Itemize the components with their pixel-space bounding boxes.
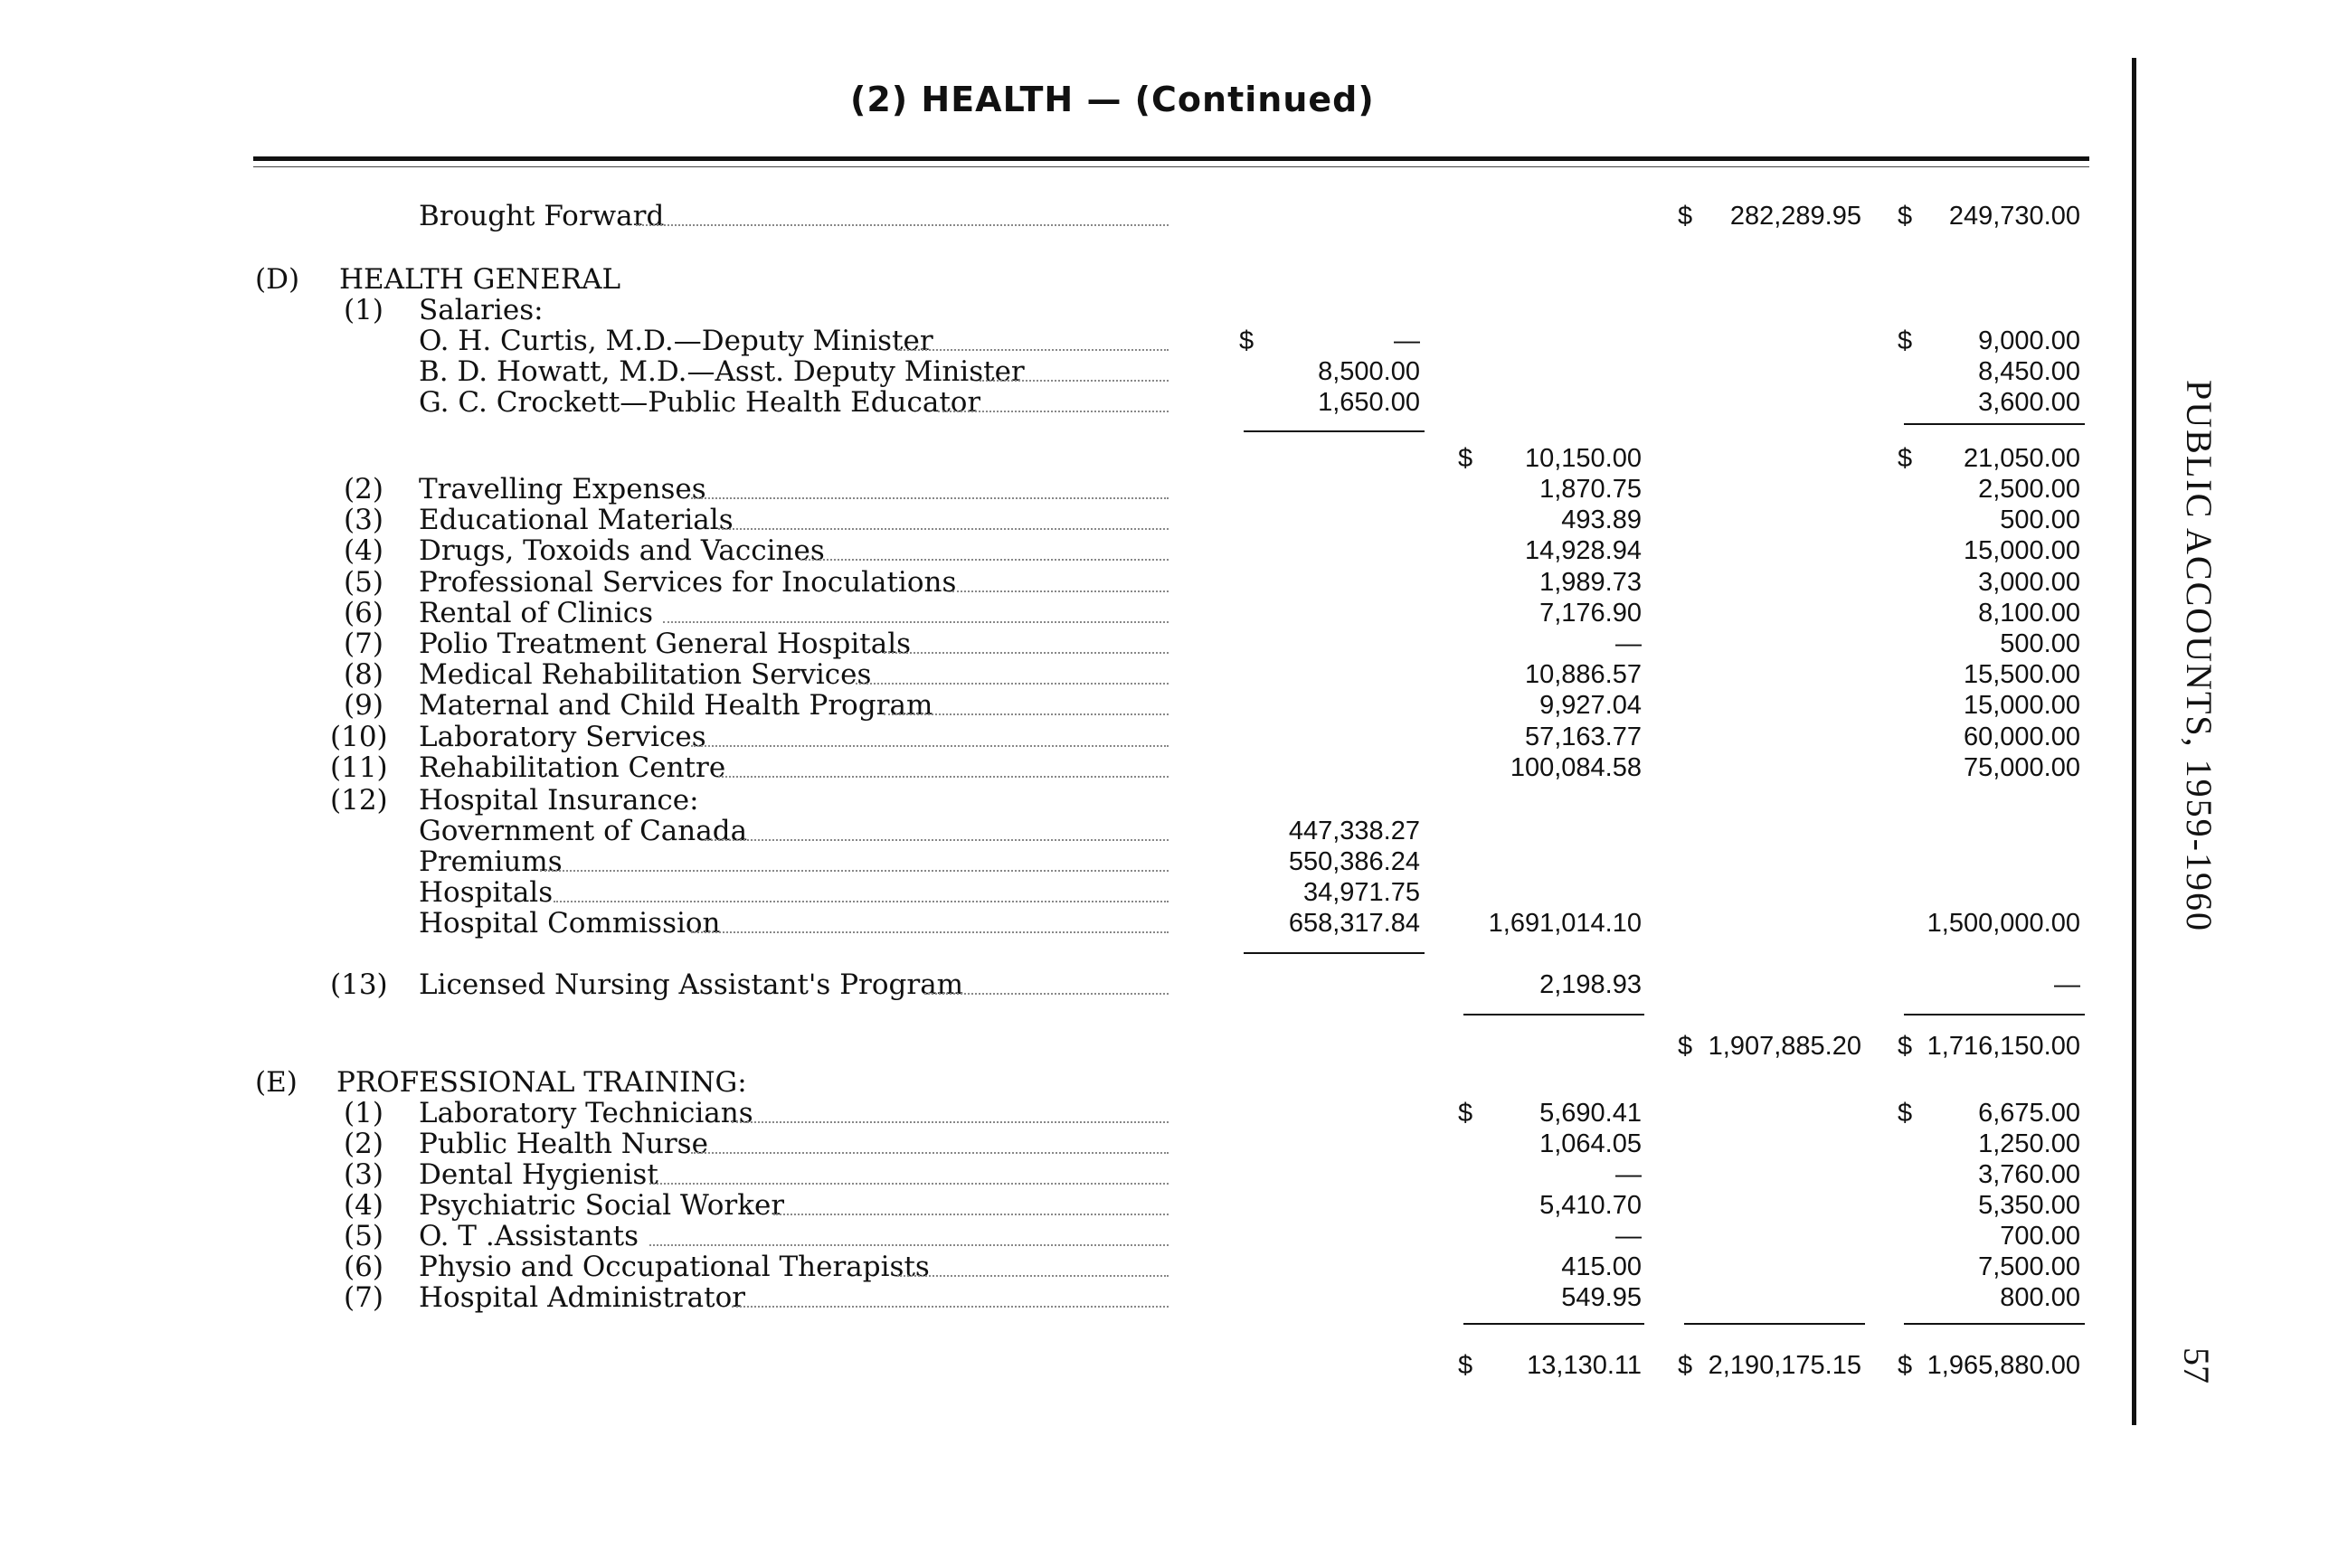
- salary-estimate: 8,450.00: [1978, 357, 2080, 386]
- leader-dots: [540, 866, 1169, 872]
- item-number: (5): [344, 566, 383, 598]
- currency-sign: $: [1898, 202, 1913, 231]
- leader-dots: [897, 1271, 1169, 1277]
- salary-amount: 8,500.00: [1318, 357, 1420, 386]
- leader-dots: [554, 897, 1169, 902]
- currency-sign: $: [1239, 326, 1254, 355]
- item-number: (7): [344, 1282, 383, 1313]
- item-estimate: 15,500.00: [1963, 660, 2080, 690]
- hospital-insurance-row-label: Hospital Commission: [419, 908, 721, 939]
- item-number: (2): [344, 1129, 383, 1159]
- item-expenditure: 5,690.41: [1539, 1099, 1642, 1128]
- item-expenditure: 100,084.58: [1510, 752, 1642, 782]
- item-label: Laboratory Technicians: [419, 1098, 753, 1129]
- grand-total-estimate: 1,965,880.00: [1927, 1351, 2080, 1380]
- section-letter: (E): [255, 1067, 298, 1098]
- item-estimate: 2,500.00: [1978, 475, 2080, 504]
- item-label: Medical Rehabilitation Services: [419, 659, 872, 691]
- grand-total: 2,190,175.15: [1708, 1351, 1861, 1380]
- currency-sign: $: [1458, 1099, 1473, 1128]
- section-letter: (D): [255, 264, 300, 295]
- item-expenditure: 5,410.70: [1539, 1191, 1642, 1220]
- item-label: Rehabilitation Centre: [419, 751, 726, 783]
- hospital-insurance-heading: Hospital Insurance:: [419, 785, 699, 816]
- item-expenditure: 9,927.04: [1539, 691, 1642, 721]
- subtotal-rule: [1244, 430, 1425, 432]
- item-expenditure: 1,870.75: [1539, 475, 1642, 504]
- item-label: Dental Hygienist: [419, 1159, 658, 1190]
- item-expenditure: 10,886.57: [1524, 660, 1642, 690]
- item-label: Hospital Administrator: [419, 1282, 746, 1313]
- currency-sign: $: [1898, 1351, 1913, 1380]
- leader-dots: [938, 407, 1169, 412]
- hospital-insurance-amount: 658,317.84: [1288, 909, 1420, 938]
- hospital-insurance-amount: 447,338.27: [1288, 817, 1420, 845]
- item-estimate: 500.00: [2000, 505, 2080, 535]
- hospital-insurance-row-label: Premiums: [419, 846, 563, 877]
- salary-estimate: 9,000.00: [1978, 326, 2080, 355]
- running-title: PUBLIC ACCOUNTS, 1959-1960: [2179, 380, 2220, 932]
- leader-dots: [718, 772, 1169, 778]
- brought-forward-total: 282,289.95: [1729, 202, 1861, 231]
- item-number: (3): [344, 505, 383, 536]
- item-expenditure: 1,989.73: [1539, 567, 1642, 597]
- item-number: (11): [330, 751, 388, 783]
- leader-dots: [800, 555, 1169, 561]
- salary-row-label: B. D. Howatt, M.D.—Asst. Deputy Minister: [419, 356, 1025, 387]
- margin-rule: [2132, 58, 2136, 1425]
- item-number: (13): [330, 969, 388, 1000]
- currency-sign: $: [1678, 1351, 1693, 1380]
- item-label: Public Health Nurse: [419, 1129, 708, 1159]
- currency-sign: $: [1898, 326, 1913, 355]
- hospital-insurance-row-label: Hospitals: [419, 877, 554, 908]
- subtotal-rule: [1244, 952, 1425, 954]
- leader-dots: [980, 376, 1169, 382]
- leader-dots: [691, 1148, 1169, 1154]
- salary-row-label: G. C. Crockett—Public Health Educator: [419, 387, 981, 418]
- item-estimate: 15,000.00: [1963, 536, 2080, 566]
- total-rule: [1463, 1323, 1644, 1325]
- currency-sign: $: [1898, 1032, 1913, 1061]
- currency-sign: $: [1678, 202, 1693, 231]
- section-d-estimate-total: 1,716,150.00: [1927, 1032, 2080, 1061]
- salaries-heading: Salaries:: [419, 295, 544, 326]
- subtotal-rule: [1904, 423, 2085, 425]
- item-number: (6): [344, 597, 383, 628]
- header-rule-thin: [253, 166, 2089, 167]
- leader-dots: [884, 648, 1169, 654]
- leader-dots: [884, 710, 1169, 715]
- item-estimate: 8,100.00: [1978, 598, 2080, 628]
- page-number: 57: [2176, 1347, 2217, 1384]
- item-number: (3): [344, 1159, 383, 1190]
- page-title: (2) HEALTH — (Continued): [850, 80, 1375, 119]
- leader-dots: [773, 1210, 1169, 1215]
- leader-dots: [691, 741, 1169, 747]
- item-label: Physio and Occupational Therapists: [419, 1252, 930, 1282]
- leader-dots: [691, 494, 1169, 499]
- item-estimate: 15,000.00: [1963, 691, 2080, 721]
- salary-estimate: 3,600.00: [1978, 388, 2080, 417]
- item-number: (12): [330, 785, 388, 816]
- currency-sign: $: [1898, 1099, 1913, 1128]
- leader-dots: [952, 587, 1169, 592]
- section-d-total: 1,907,885.20: [1708, 1032, 1861, 1061]
- item-estimate: 800.00: [2000, 1283, 2080, 1312]
- leader-dots: [732, 1118, 1169, 1123]
- brought-forward-estimate: 249,730.00: [1948, 202, 2080, 231]
- item-expenditure: 415.00: [1561, 1252, 1642, 1281]
- item-estimate: 3,000.00: [1978, 567, 2080, 597]
- leader-dots: [705, 836, 1169, 841]
- item-expenditure: —: [1615, 1222, 1642, 1251]
- item-estimate: 3,760.00: [1978, 1160, 2080, 1189]
- item-label: Professional Services for Inoculations: [419, 566, 957, 598]
- grand-total-expenditure: 13,130.11: [1527, 1351, 1642, 1380]
- item-number: (1): [344, 1098, 383, 1129]
- brought-forward-label: Brought Forward: [419, 201, 665, 231]
- salary-row-label: O. H. Curtis, M.D.—Deputy Minister: [419, 326, 933, 356]
- item-estimate: 1,250.00: [1978, 1129, 2080, 1158]
- item-number: (4): [344, 535, 383, 567]
- hospital-insurance-estimate: 1,500,000.00: [1927, 909, 2080, 938]
- header-rule: [253, 156, 2089, 161]
- item-label: Educational Materials: [419, 505, 734, 536]
- item-number: (10): [330, 721, 388, 752]
- leader-dots: [691, 928, 1169, 933]
- item-label: Rental of Clinics: [419, 597, 654, 628]
- leader-dots: [663, 618, 1169, 623]
- leader-dots: [856, 679, 1169, 685]
- hospital-insurance-total: 1,691,014.10: [1488, 909, 1642, 938]
- leader-dots: [718, 524, 1169, 530]
- item-label: Polio Treatment General Hospitals: [419, 628, 912, 659]
- currency-sign: $: [1678, 1032, 1693, 1061]
- total-rule: [1684, 1323, 1865, 1325]
- item-expenditure: 493.89: [1561, 505, 1642, 535]
- hospital-insurance-row-label: Government of Canada: [419, 816, 748, 846]
- item-estimate: 75,000.00: [1963, 752, 2080, 782]
- item-label: Laboratory Services: [419, 721, 706, 752]
- item-expenditure: 14,928.94: [1524, 536, 1642, 566]
- subtotal-rule: [1904, 1014, 2085, 1015]
- item-number: (9): [344, 690, 383, 722]
- item-number: (2): [344, 474, 383, 505]
- item-expenditure: 2,198.93: [1539, 970, 1642, 999]
- item-estimate: 500.00: [2000, 629, 2080, 658]
- section-heading: HEALTH GENERAL: [339, 264, 621, 295]
- salaries-estimate-total: 21,050.00: [1963, 444, 2080, 473]
- item-estimate: —: [2054, 970, 2080, 999]
- item-estimate: 700.00: [2000, 1222, 2080, 1251]
- currency-sign: $: [1458, 1351, 1473, 1380]
- item-expenditure: —: [1615, 629, 1642, 658]
- subtotal-rule: [1463, 1014, 1644, 1015]
- leader-dots: [649, 1241, 1169, 1246]
- item-number: (8): [344, 659, 383, 691]
- item-number: (4): [344, 1190, 383, 1221]
- leader-dots: [649, 1179, 1169, 1185]
- item-number: (6): [344, 1252, 383, 1282]
- section-heading: PROFESSIONAL TRAINING:: [336, 1067, 747, 1098]
- item-estimate: 7,500.00: [1978, 1252, 2080, 1281]
- item-estimate: 6,675.00: [1978, 1099, 2080, 1128]
- hospital-insurance-amount: 34,971.75: [1302, 878, 1420, 907]
- item-label: Travelling Expenses: [419, 474, 706, 505]
- item-expenditure: 57,163.77: [1524, 722, 1642, 751]
- salary-amount: —: [1394, 326, 1420, 355]
- item-estimate: 5,350.00: [1978, 1191, 2080, 1220]
- leader-dots: [636, 221, 1169, 226]
- item-label: Licensed Nursing Assistant's Program: [419, 969, 964, 1000]
- item-label: Maternal and Child Health Program: [419, 690, 933, 722]
- item-expenditure: 549.95: [1561, 1283, 1642, 1312]
- leader-dots: [897, 345, 1169, 351]
- currency-sign: $: [1458, 444, 1473, 473]
- item-label: Psychiatric Social Worker: [419, 1190, 785, 1221]
- leader-dots: [924, 989, 1169, 995]
- total-rule: [1904, 1323, 2085, 1325]
- item-expenditure: —: [1615, 1160, 1642, 1189]
- item-number: (7): [344, 628, 383, 659]
- salaries-total: 10,150.00: [1524, 444, 1642, 473]
- hospital-insurance-amount: 550,386.24: [1288, 847, 1420, 876]
- item-estimate: 60,000.00: [1963, 722, 2080, 751]
- item-number: (5): [344, 1221, 383, 1252]
- item-label: O. T .Assistants: [419, 1221, 639, 1252]
- leader-dots: [732, 1302, 1169, 1308]
- item-expenditure: 7,176.90: [1539, 598, 1642, 628]
- item-number: (1): [344, 295, 383, 326]
- item-label: Drugs, Toxoids and Vaccines: [419, 535, 825, 567]
- item-expenditure: 1,064.05: [1539, 1129, 1642, 1158]
- currency-sign: $: [1898, 444, 1913, 473]
- salary-amount: 1,650.00: [1318, 388, 1420, 417]
